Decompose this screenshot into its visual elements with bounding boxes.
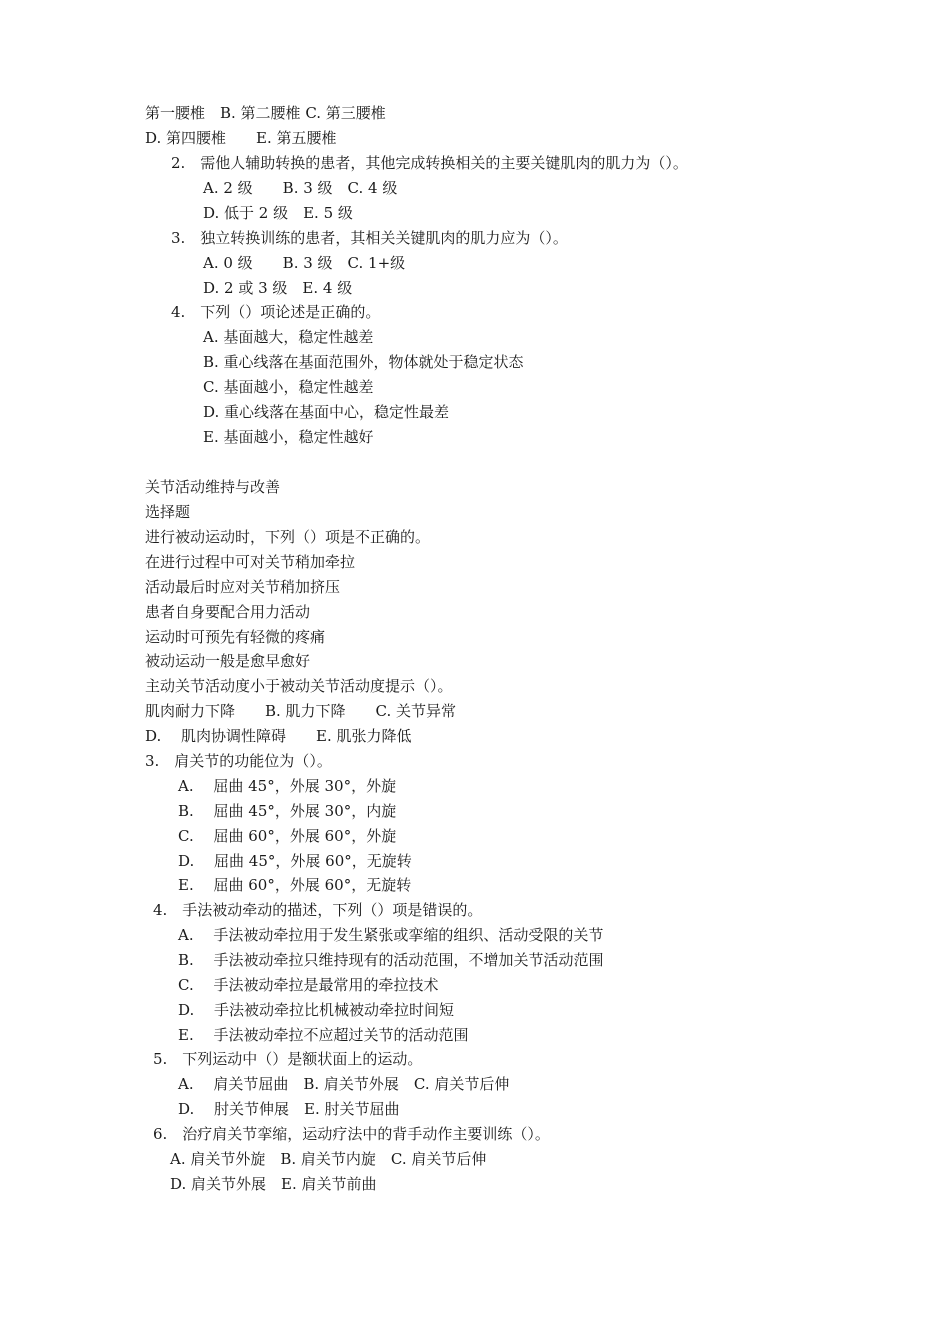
option-line: A. 2 级 B. 3 级 C. 4 级 <box>203 179 398 197</box>
question-line: 6. 治疗肩关节挛缩，运动疗法中的背手动作主要训练（）。 <box>153 1125 550 1143</box>
option-line: E. 屈曲 60°，外展 60°，无旋转 <box>178 876 412 894</box>
option-line: A. 基面越大，稳定性越差 <box>203 328 374 346</box>
option-line: B. 手法被动牵拉只维持现有的活动范围，不增加关节活动范围 <box>178 951 604 969</box>
option-line: C. 手法被动牵拉是最常用的牵拉技术 <box>178 976 439 994</box>
option-line: 活动最后时应对关节稍加挤压 <box>145 578 341 596</box>
option-line: D. 屈曲 45°，外展 60°，无旋转 <box>178 852 412 870</box>
question-line: 4. 手法被动牵动的描述，下列（）项是错误的。 <box>153 901 483 919</box>
question-line: 5. 下列运动中（）是额状面上的运动。 <box>153 1050 423 1068</box>
option-line: D. 2 或 3 级 E. 4 级 <box>203 279 353 297</box>
option-line: D. 肩关节外展 E. 肩关节前曲 <box>170 1175 377 1193</box>
subsection-heading: 选择题 <box>145 503 191 521</box>
question-line: 3. 独立转换训练的患者，其相关关键肌肉的肌力应为（）。 <box>171 229 568 247</box>
option-line: A. 0 级 B. 3 级 C. 1+级 <box>203 254 406 272</box>
option-line: 被动运动一般是愈早愈好 <box>145 652 311 670</box>
option-line: 肌肉耐力下降 B. 肌力下降 C. 关节异常 <box>145 702 457 720</box>
option-line: 运动时可预先有轻微的疼痛 <box>145 628 326 646</box>
option-line: A. 肩关节屈曲 B. 肩关节外展 C. 肩关节后伸 <box>178 1075 510 1093</box>
option-line: E. 基面越小，稳定性越好 <box>203 428 374 446</box>
text-line: D. 第四腰椎 E. 第五腰椎 <box>145 129 337 147</box>
option-line: D. 重心线落在基面中心，稳定性最差 <box>203 403 450 421</box>
option-line: 在进行过程中可对关节稍加牵拉 <box>145 553 356 571</box>
question-line: 3. 肩关节的功能位为（）。 <box>145 752 332 770</box>
option-line: E. 手法被动牵拉不应超过关节的活动范围 <box>178 1026 469 1044</box>
option-line: C. 屈曲 60°，外展 60°，外旋 <box>178 827 397 845</box>
option-line: B. 重心线落在基面范围外，物体就处于稳定状态 <box>203 353 524 371</box>
option-line: D. 低于 2 级 E. 5 级 <box>203 204 353 222</box>
section-heading: 关节活动维持与改善 <box>145 478 281 496</box>
option-line: B. 屈曲 45°，外展 30°，内旋 <box>178 802 397 820</box>
option-line: D. 肌肉协调性障碍 E. 肌张力降低 <box>145 727 412 745</box>
question-line: 进行被动运动时，下列（）项是不正确的。 <box>145 528 431 546</box>
option-line: A. 手法被动牵拉用于发生紧张或挛缩的组织、活动受限的关节 <box>178 926 604 944</box>
option-line: A. 肩关节外旋 B. 肩关节内旋 C. 肩关节后伸 <box>170 1150 487 1168</box>
option-line: D. 手法被动牵拉比机械被动牵拉时间短 <box>178 1001 455 1019</box>
option-line: A. 屈曲 45°，外展 30°，外旋 <box>178 777 397 795</box>
text-line: 第一腰椎 B. 第二腰椎 C. 第三腰椎 <box>145 104 386 122</box>
question-line: 4. 下列（）项论述是正确的。 <box>171 303 381 321</box>
option-line: C. 基面越小，稳定性越差 <box>203 378 374 396</box>
option-line: D. 肘关节伸展 E. 肘关节屈曲 <box>178 1100 400 1118</box>
option-line: 患者自身要配合用力活动 <box>145 603 311 621</box>
question-line: 主动关节活动度小于被动关节活动度提示（）。 <box>145 677 453 695</box>
question-line: 2. 需他人辅助转换的患者，其他完成转换相关的主要关键肌肉的肌力为（）。 <box>171 154 688 172</box>
